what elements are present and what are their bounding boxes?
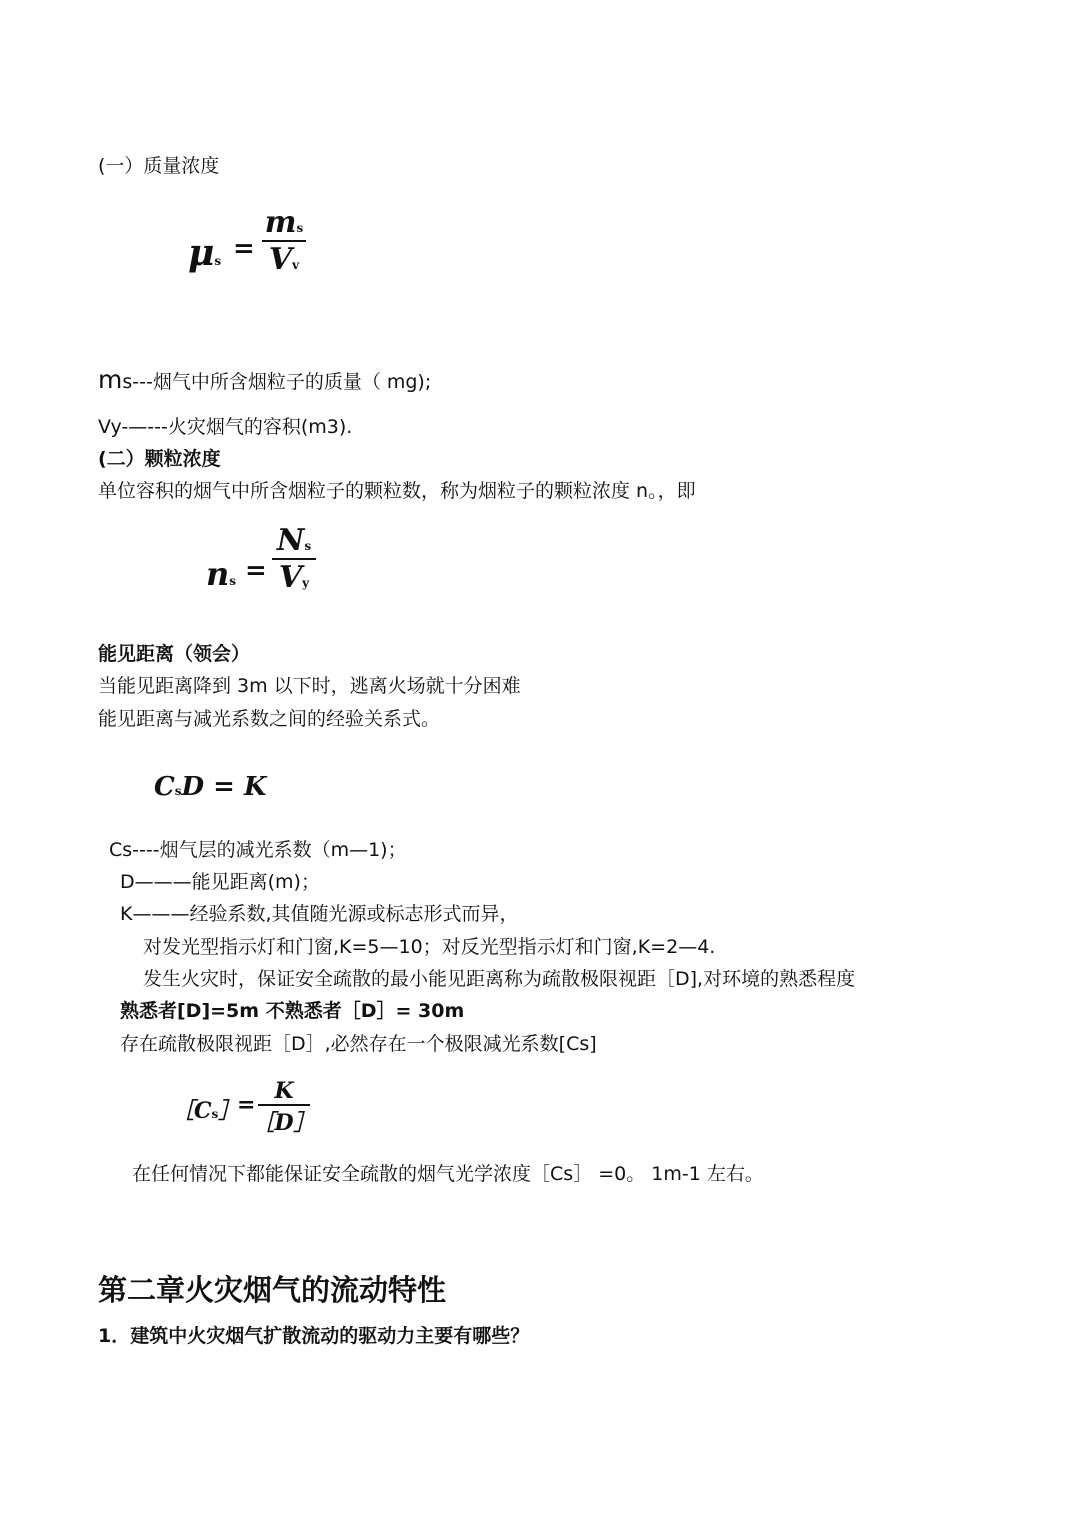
visibility-line-1: 当能见距离降到 3m 以下时，逃离火场就十分困难 bbox=[98, 675, 521, 697]
formula-numerator: N bbox=[276, 523, 305, 558]
formula-lhs: n bbox=[206, 555, 230, 593]
chapter-title: 第二章火灾烟气的流动特性 bbox=[98, 1273, 447, 1307]
formula-lhs-sub: s bbox=[229, 574, 237, 588]
particle-concentration-text: 单位容积的烟气中所含烟粒子的颗粒数，称为烟粒子的颗粒浓度 n。，即 bbox=[98, 480, 696, 502]
limit-cs-text: 存在疏散极限视距［D］,必然存在一个极限减光系数[Cs] bbox=[120, 1033, 597, 1055]
formula-denominator: ［D］ bbox=[252, 1110, 316, 1136]
safe-concentration-text: 在任何情况下都能保证安全疏散的烟气光学浓度［Cs］ =0。 1m-1 左右。 bbox=[132, 1163, 764, 1185]
formula-c: C bbox=[154, 772, 175, 802]
visibility-line-2: 能见距离与减光系数之间的经验关系式。 bbox=[98, 708, 441, 730]
k-definition: K———经验系数,其值随光源或标志形式而异， bbox=[120, 903, 519, 925]
evacuation-limit-text: 发生火灾时，保证安全疏散的最小能见距离称为疏散极限视距［D],对环境的熟悉程度 bbox=[143, 968, 856, 990]
formula-denominator: V bbox=[278, 560, 303, 595]
ms-definition bbox=[98, 365, 432, 394]
formula-lhs-sub: s bbox=[211, 1107, 219, 1121]
formula-numerator: K bbox=[274, 1078, 294, 1104]
formula-lhs: μ bbox=[188, 232, 215, 274]
formula-numerator-sub: s bbox=[296, 221, 304, 235]
ms-text: s---烟气中所含烟粒子的质量（ mg); bbox=[122, 371, 432, 393]
visibility-formula bbox=[154, 772, 267, 802]
formula-numerator-sub: s bbox=[304, 539, 312, 553]
familiarity-values: 熟悉者[D]=5m 不熟悉者［D］= 30m bbox=[120, 1000, 465, 1022]
cs-definition: Cs----烟气层的减光系数（m—1)； bbox=[109, 839, 407, 861]
vy-definition: Vy-—---火灾烟气的容积(m3). bbox=[98, 416, 353, 438]
formula-rest: D = K bbox=[181, 772, 267, 802]
formula-c-sub: s bbox=[174, 784, 182, 798]
formula-numerator: m bbox=[264, 205, 297, 240]
d-definition: D———能见距离(m)； bbox=[120, 871, 320, 893]
formula-lhs-close: ］ bbox=[218, 1098, 241, 1124]
visibility-heading: 能见距离（领会） bbox=[98, 643, 251, 665]
formula-lhs-sub: s bbox=[214, 254, 222, 268]
mass-concentration-heading: (一）质量浓度 bbox=[98, 155, 220, 177]
particle-concentration-heading: (二）颗粒浓度 bbox=[98, 448, 221, 470]
formula-denominator-sub: v bbox=[292, 258, 300, 272]
k-values: 对发光型指示灯和门窗,K=5—10；对反光型指示灯和门窗,K=2—4. bbox=[143, 936, 716, 958]
ms-symbol: m bbox=[98, 365, 123, 394]
question-1: 1．建筑中火灾烟气扩散流动的驱动力主要有哪些？ bbox=[98, 1325, 530, 1347]
formula-lhs: ［C bbox=[172, 1098, 212, 1124]
formula-denominator: V bbox=[268, 242, 293, 277]
formula-denominator-sub: y bbox=[302, 576, 310, 590]
